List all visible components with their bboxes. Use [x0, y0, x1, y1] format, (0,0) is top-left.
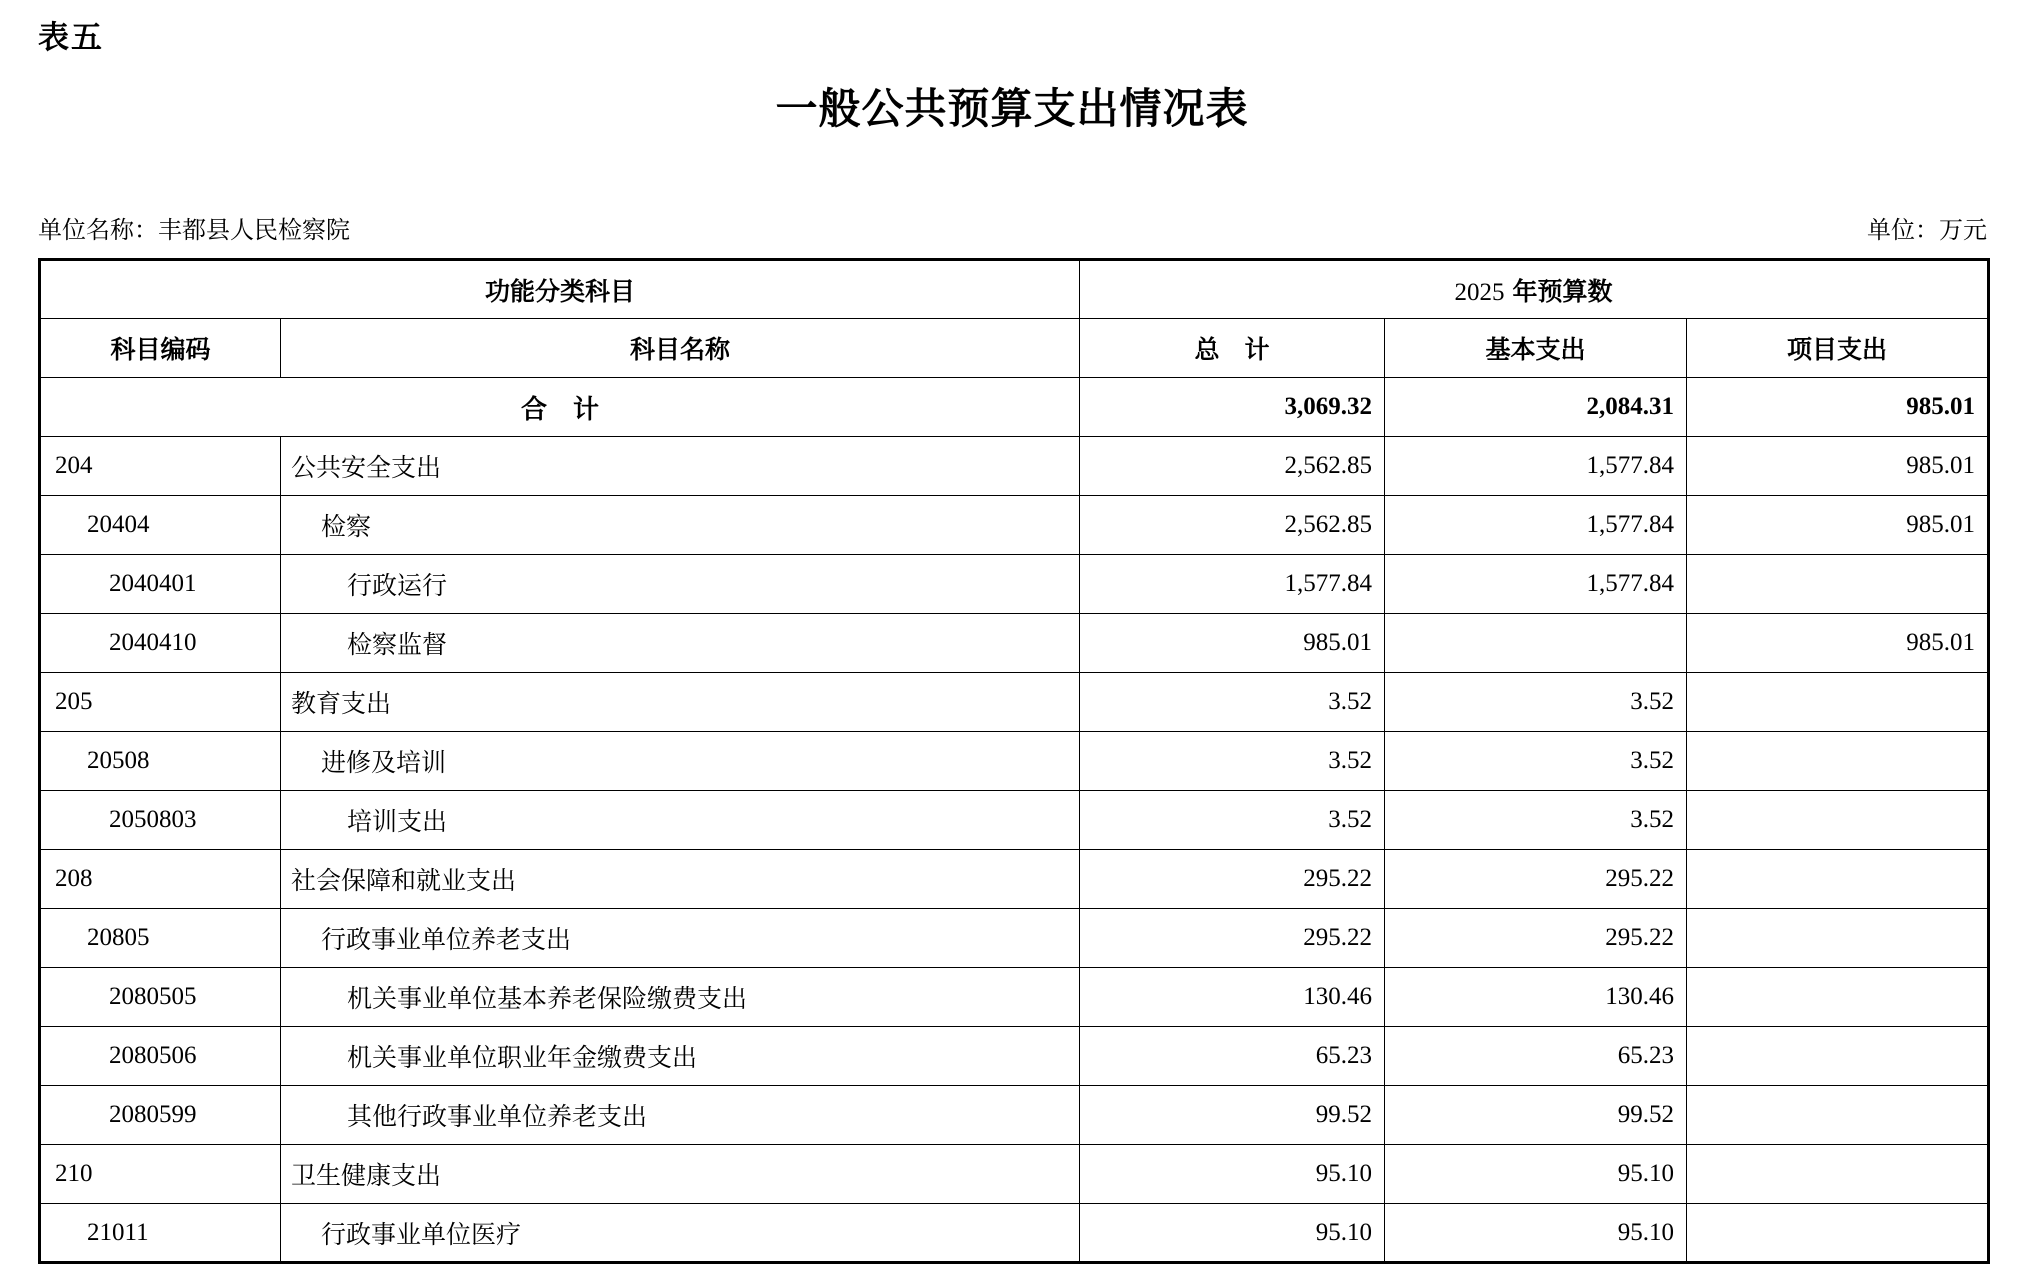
project-expense-cell: [1687, 555, 1989, 614]
table-row: [40, 968, 1989, 1027]
subject-code-cell: 2040401: [40, 555, 281, 614]
basic-expense-cell: 1,577.84: [1385, 437, 1687, 496]
subject-name-cell: 机关事业单位基本养老保险缴费支出: [281, 968, 1080, 1027]
total-cell: 99.52: [1080, 1086, 1385, 1145]
project-expense-cell: [1687, 1086, 1989, 1145]
grand-total-row: [40, 378, 1989, 437]
unit-name: 单位名称：丰都县人民检察院: [38, 218, 350, 244]
page-title: 一般公共预算支出情况表: [775, 85, 1249, 132]
total-cell: 3.52: [1080, 673, 1385, 732]
total-cell: 3.52: [1080, 732, 1385, 791]
subject-name-cell: 教育支出: [281, 673, 1080, 732]
budget-expenditure-table: [38, 258, 1990, 1264]
project-expense-cell: [1687, 850, 1989, 909]
subject-name-cell: 进修及培训: [281, 732, 1080, 791]
subject-code-cell: 20805: [40, 909, 281, 968]
grand-total-total: 3,069.32: [1080, 378, 1385, 437]
subject-code-cell: 20404: [40, 496, 281, 555]
subject-code-cell: 208: [40, 850, 281, 909]
table-row: [40, 732, 1989, 791]
grand-total-basic: 2,084.31: [1385, 378, 1687, 437]
total-cell: 2,562.85: [1080, 437, 1385, 496]
table-row: [40, 1204, 1989, 1263]
total-cell: 95.10: [1080, 1204, 1385, 1263]
basic-expense-cell: [1385, 614, 1687, 673]
basic-expense-cell: 295.22: [1385, 909, 1687, 968]
project-expense-cell: 985.01: [1687, 496, 1989, 555]
subject-name-cell: 检察: [281, 496, 1080, 555]
total-cell: 130.46: [1080, 968, 1385, 1027]
header-row-groups: [40, 260, 1989, 319]
total-cell: 2,562.85: [1080, 496, 1385, 555]
subject-name-cell: 行政运行: [281, 555, 1080, 614]
project-expense-cell: 985.01: [1687, 614, 1989, 673]
basic-expense-cell: 130.46: [1385, 968, 1687, 1027]
subject-code-cell: 20508: [40, 732, 281, 791]
project-expense-header: 项目支出: [1687, 319, 1989, 378]
project-expense-cell: [1687, 1204, 1989, 1263]
basic-expense-cell: 95.10: [1385, 1145, 1687, 1204]
basic-expense-cell: 65.23: [1385, 1027, 1687, 1086]
basic-expense-cell: 3.52: [1385, 673, 1687, 732]
table-row: [40, 1145, 1989, 1204]
table-row: [40, 614, 1989, 673]
subject-code-cell: 21011: [40, 1204, 281, 1263]
subject-name-cell: 机关事业单位职业年金缴费支出: [281, 1027, 1080, 1086]
total-cell: 65.23: [1080, 1027, 1385, 1086]
basic-expense-cell: 95.10: [1385, 1204, 1687, 1263]
subject-code-cell: 2050803: [40, 791, 281, 850]
total-cell: 3.52: [1080, 791, 1385, 850]
basic-expense-cell: 1,577.84: [1385, 496, 1687, 555]
subject-name-cell: 培训支出: [281, 791, 1080, 850]
project-expense-cell: [1687, 732, 1989, 791]
subject-name-cell: 其他行政事业单位养老支出: [281, 1086, 1080, 1145]
budget-year-text: 年预算数: [1512, 277, 1613, 306]
project-expense-cell: 985.01: [1687, 437, 1989, 496]
table-row: [40, 850, 1989, 909]
total-cell: 295.22: [1080, 909, 1385, 968]
subject-name-header: 科目名称: [281, 319, 1080, 378]
subject-code-cell: 2080599: [40, 1086, 281, 1145]
unit-info-row: [38, 210, 1987, 245]
table-row: [40, 555, 1989, 614]
subject-name-cell: 公共安全支出: [281, 437, 1080, 496]
subject-code-cell: 210: [40, 1145, 281, 1204]
table-number-label: 表五: [38, 20, 104, 55]
project-expense-cell: [1687, 909, 1989, 968]
basic-expense-cell: 3.52: [1385, 791, 1687, 850]
budget-year-number: 2025: [1454, 278, 1505, 306]
total-cell: 985.01: [1080, 614, 1385, 673]
project-expense-cell: [1687, 673, 1989, 732]
total-cell: 1,577.84: [1080, 555, 1385, 614]
basic-expense-cell: 99.52: [1385, 1086, 1687, 1145]
table-header: [40, 260, 1989, 378]
subject-code-cell: 2080506: [40, 1027, 281, 1086]
table-row: [40, 1086, 1989, 1145]
header-row-columns: [40, 319, 1989, 378]
basic-expense-cell: 295.22: [1385, 850, 1687, 909]
subject-code-cell: 2080505: [40, 968, 281, 1027]
total-cell: 295.22: [1080, 850, 1385, 909]
subject-code-cell: 2040410: [40, 614, 281, 673]
basic-expense-header: 基本支出: [1385, 319, 1687, 378]
subject-code-header: 科目编码: [40, 319, 281, 378]
subject-name-cell: 卫生健康支出: [281, 1145, 1080, 1204]
subject-code-cell: 204: [40, 437, 281, 496]
total-header: 总 计: [1080, 319, 1385, 378]
basic-expense-cell: 3.52: [1385, 732, 1687, 791]
function-category-header: 功能分类科目: [40, 260, 1080, 319]
subject-code-cell: 205: [40, 673, 281, 732]
subject-name-cell: 社会保障和就业支出: [281, 850, 1080, 909]
total-cell: 95.10: [1080, 1145, 1385, 1204]
table-row: [40, 673, 1989, 732]
project-expense-cell: [1687, 791, 1989, 850]
table-row: [40, 496, 1989, 555]
table-row: [40, 909, 1989, 968]
project-expense-cell: [1687, 968, 1989, 1027]
basic-expense-cell: 1,577.84: [1385, 555, 1687, 614]
table-body: [40, 378, 1989, 1263]
currency-unit: 单位：万元: [1867, 218, 1987, 244]
table-row: [40, 791, 1989, 850]
table-row: [40, 437, 1989, 496]
table-row: [40, 1027, 1989, 1086]
grand-total-project: 985.01: [1687, 378, 1989, 437]
project-expense-cell: [1687, 1027, 1989, 1086]
grand-total-label: 合 计: [40, 378, 1080, 437]
subject-name-cell: 行政事业单位养老支出: [281, 909, 1080, 968]
subject-name-cell: 行政事业单位医疗: [281, 1204, 1080, 1263]
budget-year-header: [1080, 260, 1989, 319]
project-expense-cell: [1687, 1145, 1989, 1204]
subject-name-cell: 检察监督: [281, 614, 1080, 673]
